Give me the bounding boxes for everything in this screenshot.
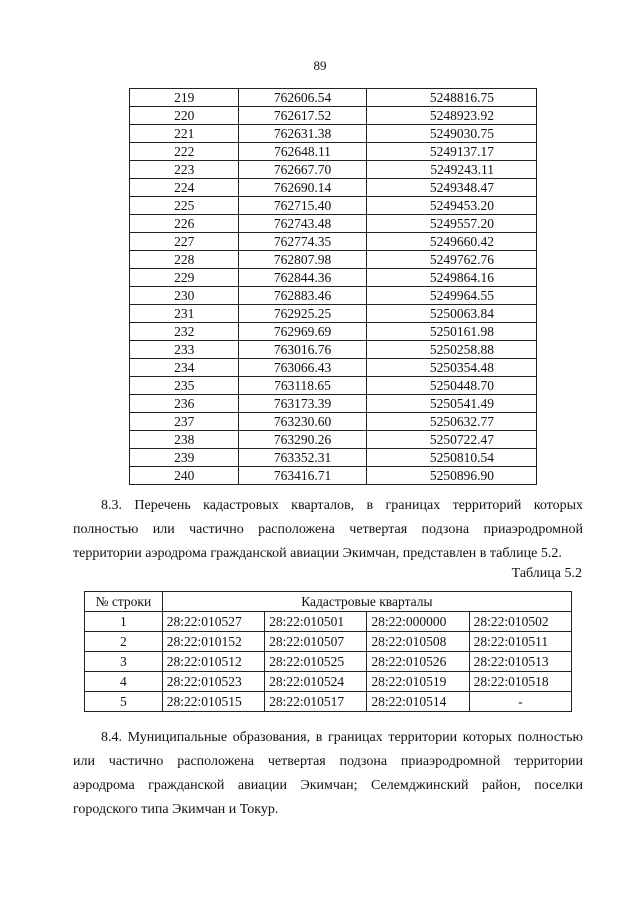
table-row bbox=[85, 632, 572, 652]
cadastral-quarter-cell: 28:22:010513 bbox=[469, 652, 571, 672]
y-coordinate-cell: 5249137.17 bbox=[366, 143, 536, 161]
table-row bbox=[130, 377, 537, 395]
paragraph-8-4: 8.4. Муниципальные образования, в границах территории которых полностью или частично расположена четвертая подзона приаэродромной территории аэродрома гражданской авиации Экимчан; Селемджинский район, поселки городского типа Экимчан и Токур. bbox=[73, 730, 583, 817]
point-number-cell: 228 bbox=[130, 251, 239, 269]
table-row bbox=[130, 197, 537, 215]
y-coordinate-cell: 5249348.47 bbox=[366, 179, 536, 197]
x-coordinate-cell: 762690.14 bbox=[239, 179, 366, 197]
page-number: 89 bbox=[313, 58, 327, 73]
row-number-cell: 3 bbox=[85, 652, 163, 672]
y-coordinate-cell: 5250063.84 bbox=[366, 305, 536, 323]
point-number-cell: 236 bbox=[130, 395, 239, 413]
y-coordinate-cell: 5250722.47 bbox=[366, 431, 536, 449]
table-row bbox=[85, 652, 572, 672]
point-number-cell: 227 bbox=[130, 233, 239, 251]
point-number-cell: 240 bbox=[130, 467, 239, 485]
cadastral-quarter-cell: 28:22:010514 bbox=[367, 692, 469, 712]
x-coordinate-cell: 763066.43 bbox=[239, 359, 366, 377]
x-coordinate-cell: 762715.40 bbox=[239, 197, 366, 215]
y-coordinate-cell: 5249762.76 bbox=[366, 251, 536, 269]
cadastral-quarter-cell: 28:22:010524 bbox=[265, 672, 367, 692]
y-coordinate-cell: 5249864.16 bbox=[366, 269, 536, 287]
x-coordinate-cell: 762743.48 bbox=[239, 215, 366, 233]
y-coordinate-cell: 5250258.88 bbox=[366, 341, 536, 359]
cadastral-quarter-cell: 28:22:010523 bbox=[162, 672, 264, 692]
point-number-cell: 231 bbox=[130, 305, 239, 323]
cadastral-quarter-cell: 28:22:010527 bbox=[162, 612, 264, 632]
point-number-cell: 233 bbox=[130, 341, 239, 359]
cadastral-quarter-cell: 28:22:010507 bbox=[265, 632, 367, 652]
table-row bbox=[130, 413, 537, 431]
cadastral-quarter-cell: 28:22:010526 bbox=[367, 652, 469, 672]
point-number-cell: 226 bbox=[130, 215, 239, 233]
table-row bbox=[130, 287, 537, 305]
cadastral-quarter-cell: 28:22:010502 bbox=[469, 612, 571, 632]
table-row bbox=[130, 341, 537, 359]
table-row bbox=[130, 89, 537, 107]
table-row bbox=[130, 395, 537, 413]
coordinates-table bbox=[129, 88, 537, 485]
y-coordinate-cell: 5249453.20 bbox=[366, 197, 536, 215]
cadastral-quarter-cell: 28:22:010517 bbox=[265, 692, 367, 712]
x-coordinate-cell: 762883.46 bbox=[239, 287, 366, 305]
x-coordinate-cell: 762631.38 bbox=[239, 125, 366, 143]
table-row bbox=[130, 305, 537, 323]
cadastral-quarter-cell: - bbox=[469, 692, 571, 712]
y-coordinate-cell: 5249964.55 bbox=[366, 287, 536, 305]
x-coordinate-cell: 762606.54 bbox=[239, 89, 366, 107]
point-number-cell: 222 bbox=[130, 143, 239, 161]
paragraph-8-3: 8.3. Перечень кадастровых кварталов, в границах территорий которых полностью или частично расположена четвертая подзона приаэродромной территории аэродрома гражданской авиации Экимчан, представлен в таблице 5.2. bbox=[73, 498, 583, 561]
y-coordinate-cell: 5250541.49 bbox=[366, 395, 536, 413]
table-row bbox=[85, 672, 572, 692]
table-row bbox=[130, 323, 537, 341]
table-row bbox=[130, 215, 537, 233]
x-coordinate-cell: 763016.76 bbox=[239, 341, 366, 359]
y-coordinate-cell: 5250161.98 bbox=[366, 323, 536, 341]
row-number-cell: 2 bbox=[85, 632, 163, 652]
y-coordinate-cell: 5250354.48 bbox=[366, 359, 536, 377]
row-number-cell: 1 bbox=[85, 612, 163, 632]
table-row bbox=[130, 233, 537, 251]
y-coordinate-cell: 5250810.54 bbox=[366, 449, 536, 467]
y-coordinate-cell: 5249030.75 bbox=[366, 125, 536, 143]
table-row bbox=[130, 179, 537, 197]
table-row bbox=[130, 431, 537, 449]
x-coordinate-cell: 763230.60 bbox=[239, 413, 366, 431]
point-number-cell: 221 bbox=[130, 125, 239, 143]
cadastral-quarter-cell: 28:22:010518 bbox=[469, 672, 571, 692]
x-coordinate-cell: 762774.35 bbox=[239, 233, 366, 251]
x-coordinate-cell: 763416.71 bbox=[239, 467, 366, 485]
point-number-cell: 238 bbox=[130, 431, 239, 449]
x-coordinate-cell: 762648.11 bbox=[239, 143, 366, 161]
y-coordinate-cell: 5249660.42 bbox=[366, 233, 536, 251]
point-number-cell: 224 bbox=[130, 179, 239, 197]
x-coordinate-cell: 763173.39 bbox=[239, 395, 366, 413]
x-coordinate-cell: 763352.31 bbox=[239, 449, 366, 467]
table-row bbox=[85, 612, 572, 632]
cadastral-quarter-cell: 28:22:010519 bbox=[367, 672, 469, 692]
coordinates-table-body bbox=[130, 89, 537, 485]
cadastral-quarter-cell: 28:22:010511 bbox=[469, 632, 571, 652]
cadastral-table-body bbox=[85, 612, 572, 712]
table-row bbox=[130, 143, 537, 161]
y-coordinate-cell: 5249557.20 bbox=[366, 215, 536, 233]
cadastral-quarter-cell: 28:22:010512 bbox=[162, 652, 264, 672]
y-coordinate-cell: 5248923.92 bbox=[366, 107, 536, 125]
point-number-cell: 239 bbox=[130, 449, 239, 467]
x-coordinate-cell: 762617.52 bbox=[239, 107, 366, 125]
point-number-cell: 232 bbox=[130, 323, 239, 341]
point-number-cell: 225 bbox=[130, 197, 239, 215]
table-row bbox=[130, 107, 537, 125]
cadastral-table-header-row bbox=[85, 592, 572, 612]
table-row bbox=[130, 449, 537, 467]
table-row bbox=[130, 161, 537, 179]
point-number-cell: 234 bbox=[130, 359, 239, 377]
table-row bbox=[130, 359, 537, 377]
header-row-number: № строки bbox=[85, 592, 163, 612]
table-row bbox=[85, 692, 572, 712]
x-coordinate-cell: 763290.26 bbox=[239, 431, 366, 449]
x-coordinate-cell: 762969.69 bbox=[239, 323, 366, 341]
y-coordinate-cell: 5249243.11 bbox=[366, 161, 536, 179]
cadastral-quarter-cell: 28:22:010152 bbox=[162, 632, 264, 652]
table-row bbox=[130, 269, 537, 287]
x-coordinate-cell: 762807.98 bbox=[239, 251, 366, 269]
cadastral-quarter-cell: 28:22:010508 bbox=[367, 632, 469, 652]
table-row bbox=[130, 251, 537, 269]
row-number-cell: 4 bbox=[85, 672, 163, 692]
y-coordinate-cell: 5250448.70 bbox=[366, 377, 536, 395]
cadastral-quarter-cell: 28:22:010501 bbox=[265, 612, 367, 632]
point-number-cell: 219 bbox=[130, 89, 239, 107]
header-cadastral-quarters: Кадастровые кварталы bbox=[162, 592, 571, 612]
y-coordinate-cell: 5248816.75 bbox=[366, 89, 536, 107]
point-number-cell: 230 bbox=[130, 287, 239, 305]
x-coordinate-cell: 762844.36 bbox=[239, 269, 366, 287]
row-number-cell: 5 bbox=[85, 692, 163, 712]
point-number-cell: 235 bbox=[130, 377, 239, 395]
cadastral-quarter-cell: 28:22:010515 bbox=[162, 692, 264, 712]
point-number-cell: 220 bbox=[130, 107, 239, 125]
x-coordinate-cell: 762925.25 bbox=[239, 305, 366, 323]
y-coordinate-cell: 5250632.77 bbox=[366, 413, 536, 431]
y-coordinate-cell: 5250896.90 bbox=[366, 467, 536, 485]
table-caption: Таблица 5.2 bbox=[511, 566, 582, 581]
cadastral-quarter-cell: 28:22:000000 bbox=[367, 612, 469, 632]
cadastral-quarters-table bbox=[84, 591, 572, 712]
table-row bbox=[130, 125, 537, 143]
table-row bbox=[130, 467, 537, 485]
point-number-cell: 237 bbox=[130, 413, 239, 431]
point-number-cell: 229 bbox=[130, 269, 239, 287]
x-coordinate-cell: 763118.65 bbox=[239, 377, 366, 395]
point-number-cell: 223 bbox=[130, 161, 239, 179]
cadastral-quarter-cell: 28:22:010525 bbox=[265, 652, 367, 672]
x-coordinate-cell: 762667.70 bbox=[239, 161, 366, 179]
